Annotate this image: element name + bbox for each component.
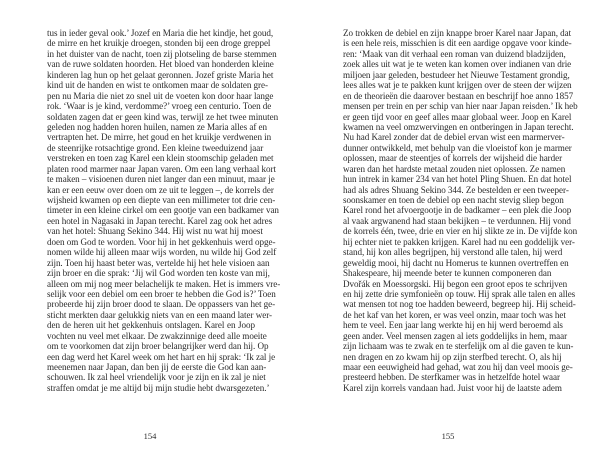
text-line: vertrapten het. De mirre, het goud en het kruikje verdwenen in [47, 132, 272, 143]
text-line: van de ruwe soldaten hoorden. Het bloed van honderden kleine [47, 59, 274, 70]
text-line: Karel zijn korrels vandaan had. Juist voor hij de laatste adem [343, 382, 562, 393]
text-line: straffen omdat je me altijd bij mijn studie hebt dwarsgezeten.’ [47, 382, 270, 393]
text-line: zijn lichaam was te zwak en te sterfelijk om al die gaven te kun- [343, 341, 574, 352]
text-line: zijn broer en die sprak: ‘Jij wil God worden ten koste van mij, [47, 268, 270, 279]
text-line: wijsheid kwamen op een diepte van een millimeter tot drie cen- [47, 195, 276, 205]
text-line: geleden nog hadden horen huilen, namen ze Maria alles af en [47, 121, 268, 132]
left-page-body [47, 28, 281, 393]
text-line: probeerde hij zijn broer dood te slaan. De oppassers van het ge- [47, 299, 276, 310]
text-line: selijk voor een debiel om een broer te hebben die God is?’ Toen [47, 288, 276, 299]
text-line: miljoen jaar geleden, bestudeer het Nieuwe Testament grondig, [343, 69, 570, 80]
page-number-left: 154 [143, 431, 157, 441]
text-line: sticht merkten daar gelukkig niets van en een maand later wer- [47, 309, 272, 320]
text-line: in het duister van de nacht, toen zij plotseling de barse stemmen [47, 48, 277, 59]
text-line: alleen om mij nog meer belachelijk te maken. Het is immers vre- [47, 278, 281, 289]
text-line: is een hele reis, misschien is dit een aardige opgave voor kinde- [343, 38, 572, 49]
text-line: en hij zette drie symfonieën op touw. Hij sprak alle talen en alles [343, 288, 576, 299]
text-line: hij echter niet te pakken krijgen. Karel had nu een goddelijk ver- [343, 236, 575, 247]
text-line: had als adres Shuang Sekino 344. Ze bestelden er een tweeper- [343, 184, 569, 195]
text-line: wat mensen tot nog toe hadden beweerd, begreep hij. Hij scheid- [343, 299, 576, 310]
text-line: den de heren uit het gekkenhuis ontslagen. Karel en Joop [47, 320, 255, 331]
text-line: zoek alles uit wat je te weten kan komen over indianen van drie [343, 59, 572, 70]
text-line: de mirre en het kruikje droegen, stonden bij een droge greppel [47, 38, 271, 49]
text-line: rok. ‘Waar is je kind, verdomme?’ vroeg een centurio. Toen de [47, 101, 272, 112]
text-line: nen dragen en zo kwam hij op zijn sterfbed terecht. O, als hij [343, 351, 562, 362]
text-line: de korrels één, twee, drie en vier en hij slikte ze in. De vijfde kon [343, 226, 578, 237]
text-line: kan er een eeuw over doen om ze uit te leggen –, de korrels der [47, 184, 274, 195]
text-line: Zo trokken de debiel en zijn knappe broer Karel naar Japan, dat [343, 28, 572, 38]
text-line: vochten nu veel met elkaar. De zwakzinnige deed alle moeite [47, 330, 267, 341]
text-line: Karel rond het afvoergootje in de badkamer – een plek die Joop [343, 205, 572, 216]
text-line: te maken – visioenen duren niet langer dan een minuut, maar je [47, 174, 275, 185]
text-line: platen rood marmer naar Japan varen. Om een lang verhaal kort [47, 163, 276, 174]
text-line: geweldig mooi, hij dacht nu Homerus te kunnen overtreffen en [343, 257, 569, 268]
text-line: doen om God te worden. Voor hij in het gekkenhuis werd opge- [47, 236, 276, 247]
right-page-body [343, 28, 578, 393]
text-line: er geen tijd voor en geef alles maar globaal weer. Joop en Karel [343, 111, 572, 122]
text-line: kinderen lag hun op het gelaat geronnen. Jozef griste Maria het [47, 69, 274, 80]
text-line: soonskamer en toen de debiel op een nacht stevig sliep begon [343, 195, 564, 205]
text-line: schouwen. Ik zal heel vriendelijk voor je zijn en ik zal je niet [47, 372, 266, 383]
text-line: Shakespeare, hij meende beter te kunnen componeren dan [343, 268, 552, 279]
text-line: dunner ontwikkeld, met behulp van die vloeistof kon je marmer [343, 142, 572, 153]
text-line: een dag werd het Karel week om het hart en hij sprak: ‘Ik zal je [47, 351, 276, 362]
page-number-right: 155 [441, 431, 455, 441]
text-line: hun intrek in kamer 234 van het hotel Pling Shuen. En dat hotel [343, 174, 572, 185]
text-line: een hotel in Nagasaki in Japan terecht. Karel zag ook het adres [47, 215, 273, 226]
text-line: en de theorieën die daarover bestaan en beschrijf hoe anno 1857 [343, 90, 574, 101]
text-line: maar een eeuwigheid had gehad, wat zou hij dan veel moois ge- [343, 362, 573, 372]
text-line: van het hotel: Shuang Sekino 344. Hij wist nu wat hij moest [47, 226, 263, 237]
text-line: lees alles wat je te pakken kunt krijgen over de steen der wijzen [343, 80, 572, 91]
text-line: geen ander. Veel mensen zagen al iets goddelijks in hem, maar [343, 330, 568, 341]
text-line: presteerd hebben. De sterfkamer was in hetzelfde hotel waar [343, 372, 560, 383]
text-line: timeter in een kleine cirkel om een gootje van een badkamer van [47, 205, 279, 216]
right-page [300, 0, 600, 471]
text-line: om te voorkomen dat zijn broer belangrijker werd dan hij. Op [47, 341, 269, 352]
text-line: hem te veel. Een jaar lang werkte hij en hij werd beroemd als [343, 320, 563, 331]
text-line: zijn. Toen hij haast beter was, vertelde hij het hele visioen aan [47, 257, 270, 268]
text-line: Nu had Karel zonder dat de debiel ervan wist een marmerver- [343, 132, 565, 143]
text-line: kind uit de handen en wist te ontkomen maar de soldaten gre- [47, 80, 268, 91]
text-line: al vaak argwanend had staan bekijken – te verdunnen. Hij vond [343, 215, 571, 226]
text-line: de steenrijke rotsachtige grond. Een kleine tweeduizend jaar [47, 142, 264, 153]
text-line: soldaten zagen dat er geen kind was, terwijl ze het twee minuten [47, 111, 279, 122]
text-line: de het kaf van het koren, er was veel onzin, maar toch was het [343, 309, 566, 320]
text-line: waren dan het hardste metaal zouden niet oplossen. Ze namen [343, 163, 566, 174]
text-line: verstreken en toen zag Karel een klein stoomschip geladen met [47, 153, 274, 164]
text-line: tus in ieder geval ook.’ Jozef en Maria die het kindje, het goud, [47, 28, 274, 38]
text-line: meenemen naar Japan, dan ben jij de eerste die God kan aan- [47, 362, 267, 372]
text-line: Dvořák en Moessorgski. Hij begon een groot epos te schrijven [343, 278, 568, 289]
text-line: stand, hij kon alles begrijpen, hij verstond alle talen, hij werd [343, 247, 563, 258]
text-line: oplossen, maar de steentjes of korrels der wijsheid die harder [343, 153, 563, 164]
text-line: mensen per trein en per schip van hier naar Japan reisden.’ Ik heb [343, 101, 578, 112]
text-line: ren: ‘Maak van dit verhaal een roman van duizend bladzijden, [343, 48, 566, 59]
text-line: nomen wilde hij alleen maar wijs worden, nu wilde hij God zelf [47, 247, 277, 258]
text-line: kwamen na veel omzwervingen en ontberingen in Japan terecht. [343, 121, 574, 132]
text-line: pen nu Maria die niet zo snel uit de voeten kon door haar lange [47, 90, 274, 101]
